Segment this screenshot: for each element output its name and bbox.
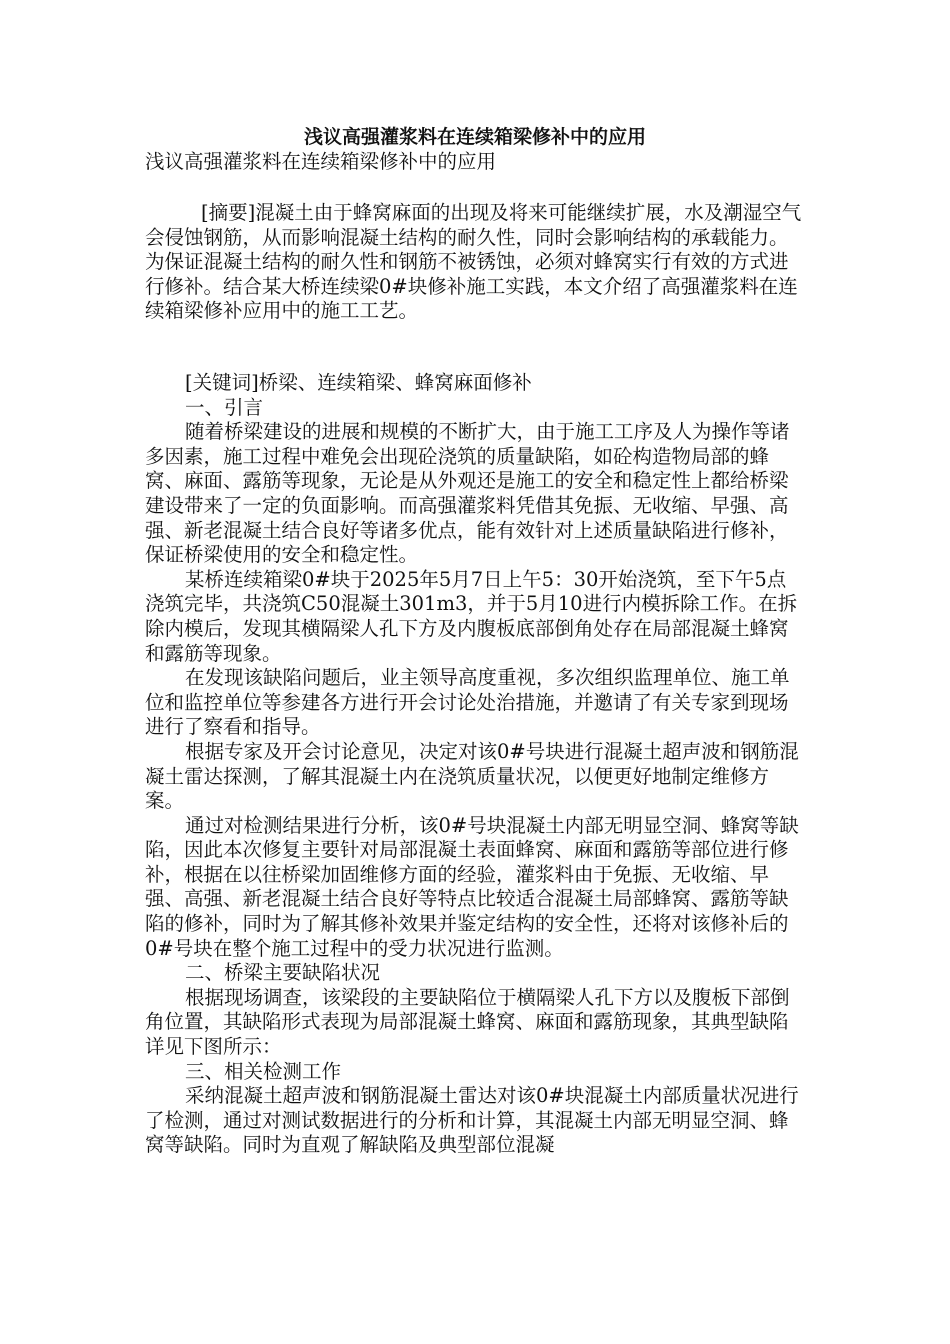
- section-heading-inspection: 三、相关检测工作: [185, 1059, 342, 1083]
- body-paragraph: 采纳混凝土超声波和钢筋混凝土雷达对该0#块混凝土内部质量状况进行了检测，通过对测试数据进行的分析和计算，其混凝土内部无明显空洞、蜂窝等缺陷。同时为直观了解缺陷及典型部位混凝: [145, 1084, 799, 1157]
- body-paragraph: 根据现场调查，该梁段的主要缺陷位于横隔梁人孔下方以及腹板下部倒角位置，其缺陷形式表现为局部混凝土蜂窝、麻面和露筋现象，其典型缺陷详见下图所示：: [145, 985, 790, 1059]
- keywords-line: [关键词]桥梁、连续箱梁、蜂窝麻面修补: [185, 371, 532, 394]
- document-body: [145, 371, 805, 1158]
- body-paragraph: 随着桥梁建设的进展和规模的不断扩大，由于施工工序及人为操作等诸多因素，施工过程中难免会出现砼浇筑的质量缺陷，如砼构造物局部的蜂窝、麻面、露筋等现象，无论是从外观还是施工的安全和稳定性上都给桥梁建设带来了一定的负面影响。而高强灌浆料凭借其免振、无收缩、早强、高强、新老混凝土结合良好等诸多优点，能有效针对上述质量缺陷进行修补，保证桥梁使用的安全和稳定性。: [145, 420, 790, 567]
- body-paragraph: 在发现该缺陷问题后，业主领导高度重视，多次组织监理单位、施工单位和监控单位等参建各方进行开会讨论处治措施，并邀请了有关专家到现场进行了察看和指导。: [145, 666, 790, 739]
- abstract-paragraph: [摘要]混凝土由于蜂窝麻面的出现及将来可能继续扩展，水及潮湿空气会侵蚀钢筋，从而影响混凝土结构的耐久性，同时会影响结构的承载能力。为保证混凝土结构的耐久性和钢筋不被锈蚀，必须对蜂窝实行有效的方式进行修补。结合某大桥连续梁0#块修补施工实践，本文介绍了高强灌浆料在连续箱梁修补应用中的施工工艺。: [145, 201, 802, 323]
- body-paragraph: 通过对检测结果进行分析，该0#号块混凝土内部无明显空洞、蜂窝等缺陷，因此本次修复主要针对局部混凝土表面蜂窝、麻面和露筋等部位进行修补，根据在以往桥梁加固维修方面的经验，灌浆料由于免振、无收缩、早强、高强、新老混凝土结合良好等特点比较适合混凝土局部蜂窝、露筋等缺陷的修补，同时为了解其修补效果并鉴定结构的安全性，还将对该修补后的0#号块在整个施工过程中的受力状况进行监测。: [145, 813, 799, 960]
- body-paragraph: 根据专家及开会讨论意见，决定对该0#号块进行混凝土超声波和钢筋混凝土雷达探测，了解其混凝土内在浇筑质量状况，以便更好地制定维修方案。: [145, 739, 799, 813]
- body-paragraph: 某桥连续箱梁0#块于2025年5月7日上午5：30开始浇筑，至下午5点浇筑完毕，共浇筑C50混凝土301m3，并于5月10进行内模拆除工作。在拆除内模后，发现其横隔梁人孔下方及内腹板底部倒角处存在局部混凝土蜂窝和露筋等现象。: [145, 567, 798, 665]
- section-heading-defects: 二、桥梁主要缺陷状况: [185, 961, 381, 985]
- document-title: 浅议高强灌浆料在连续箱梁修补中的应用: [303, 126, 646, 148]
- section-heading-introduction: 一、引言: [185, 395, 264, 419]
- document-subtitle: 浅议高强灌浆料在连续箱梁修补中的应用: [145, 150, 497, 173]
